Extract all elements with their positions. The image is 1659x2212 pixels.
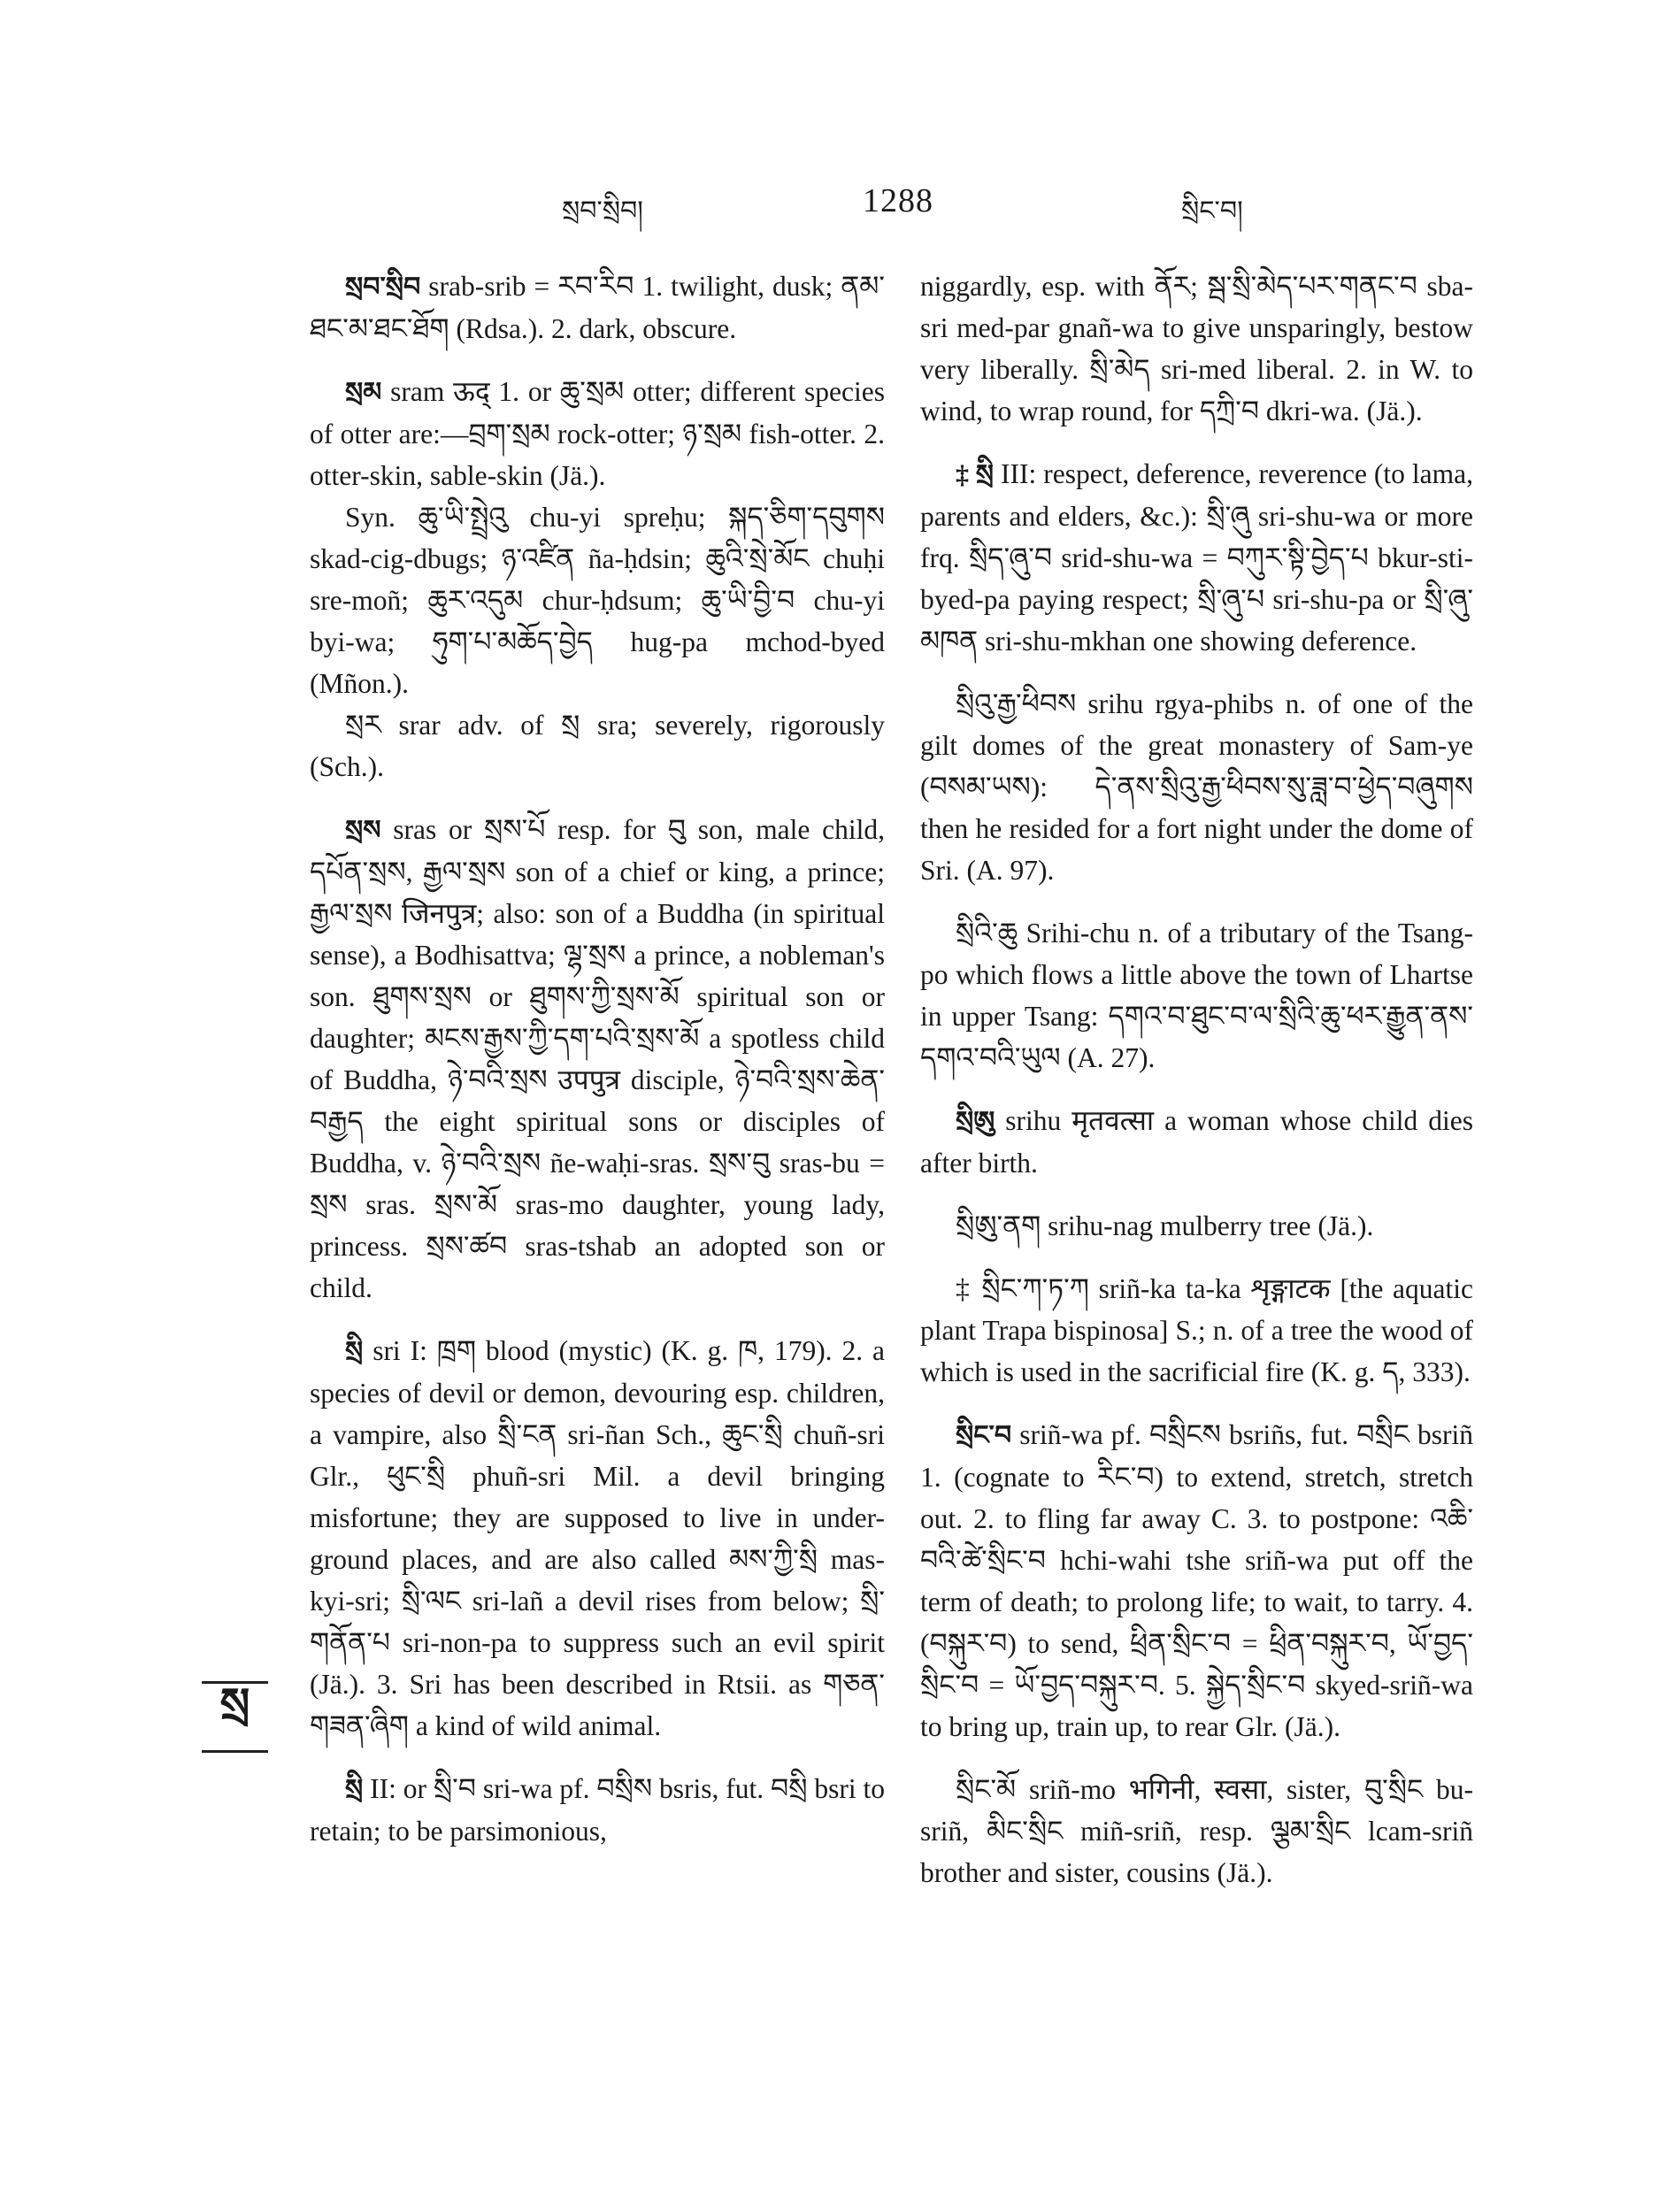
dictionary-entry [310, 371, 885, 787]
running-head-right: སྲིང་བ། [1181, 196, 1243, 226]
entry-text: sriñ-wa pf. བསྲིངས bsriñs, fut. བསྲིང bsriñ 1. (cognate to རིང་བ) to extend, stretch, stretch out. 2. to fling far away C. 3. to postpone: འཆི་བའི་ཚེ་སྲིང་བ hchi-wahi tshe sriñ-wa put off the term of death; to prolong life; to wait, to tarry. 4. (བསྐུར་བ) to send, ཕྲིན་སྲིང་བ = ཕྲིན་བསྐུར་བ, ཡོ་བྱད་སྲིང་བ = ཡོ་བྱད་བསྐུར་བ. 5. སྐྱེད་སྲིང་བ skyed-sriñ-wa to bring up, train up, to rear Glr. (Jä.). [920, 1419, 1474, 1742]
dictionary-entry [920, 265, 1473, 432]
entry-text: III: respect, deference, reverence (to lama, parents and elders, &c.): སྲི་ཞུ sri-shu-wa or more frq. སྲིད་ཞུ་བ srid-shu-wa = བཀུར་སྟི་བྱེད་པ bkur-sti-byed-pa paying respect; སྲི་ཞུ་པ sri-shu-pa or སྲི་ཞུ་མཁན sri-shu-mkhan one showing deference. [920, 458, 1473, 657]
entry-text: སྲིཨུ་ནག srihu-nag mulberry tree (Jä.). [956, 1210, 1374, 1241]
entry-headword: སྲི [345, 1775, 364, 1804]
page-number: 1288 [863, 182, 933, 219]
running-head-left: སྲབ་སྲིབ། [562, 196, 643, 226]
entry-text: II: or སྲི་བ sri-wa pf. བསྲིས bsris, fut. བསྲི bsri to retain; to be parsimonious, [310, 1773, 886, 1847]
dictionary-entry [310, 809, 885, 1309]
dictionary-entry [920, 683, 1473, 891]
right-column [920, 265, 1473, 1915]
entry-headword: ‡ སྲི [956, 460, 994, 489]
thumb-index-tab: སྲ [202, 1681, 268, 1753]
dictionary-entry [920, 1205, 1473, 1247]
dictionary-entry [310, 1768, 885, 1852]
dictionary-entry [920, 453, 1473, 662]
entry-text: sri I: ཁྲག blood (mystic) (K. g. ཁ, 179). 2. a species of devil or demon, devouring esp. children, a vampire, also སྲི་ངན sri-ñan Sch., ཆུང་སྲི chuñ-sri Glr., ཕུང་སྲི phuñ-sri Mil. a devil bringing misfortune; they are supposed to live in under-ground places, and are also called མས་ཀྱི་སྲི mas-kyi-sri; སྲི་ལང sri-lañ a devil rises from below; སྲི་གནོན་པ sri-non-pa to suppress such an evil spirit (Jä.). 3. Sri has been described in Rtsii. as གཅན་གཟན་ཞིག a kind of wild animal. [310, 1335, 886, 1741]
entry-text: srihu मृतवत्सा a woman whose child dies after birth. [920, 1105, 1474, 1179]
entry-headword: སྲི [345, 1337, 364, 1366]
left-column [310, 265, 885, 1873]
entry-headword: སྲིཨུ [956, 1107, 995, 1136]
dictionary-entry [310, 1330, 885, 1747]
entry-synonyms: Syn. ཆུ་ཡི་སྤྲེའུ chu-yi spreḥu; སྐད་ཅིག་དབུགས skad-cig-dbugs; ཉ་འཛིན ña-ḥdsin; ཆུའི་སྲེ་མོང chuḥi sre-moñ; ཆུར་འདུམ chur-ḥdsum; ཆུ་ཡི་བྱི་བ chu-yi byi-wa; ཧུག་པ་མཆོད་བྱེད hug-pa mchod-byed (Mñon.). [310, 502, 885, 699]
entry-text: sram ऊद् 1. or ཆུ་སྲམ otter; different species of otter are:—བྲག་སྲམ rock-otter; ཉ་སྲམ fish-otter. 2. otter-skin, sable-skin (Jä.). [310, 376, 886, 491]
entry-headword: སྲིང་བ [956, 1421, 1012, 1450]
dictionary-entry [920, 1100, 1473, 1184]
entry-subentry: སྲར srar adv. of སྲ sra; severely, rigorously (Sch.). [310, 710, 885, 782]
dictionary-entry [920, 912, 1473, 1079]
page-header [0, 181, 1659, 243]
entry-text: niggardly, esp. with ནོར; སྦ་སྲི་མེད་པར་གནང་བ sba-sri med-par gnañ-wa to give unsparingly, bestow very liberally. སྲི་མེད sri-med liberal. 2. in W. to wind, to wrap round, for དཀྲི་བ dkri-wa. (Jä.). [920, 271, 1473, 426]
entry-text: སྲིའུ་རྒྱ་ཕིབས srihu rgya-phibs n. of one of the gilt domes of the great monastery of Sam-ye (བསམ་ཡས): དེ་ནས་སྲིའུ་རྒྱ་ཕིབས་སུ་ཟླ་བ་ཕྱེད་བཞུགས then he resided for a fort night under the dome of Sri. (A. 97). [920, 688, 1473, 886]
entry-text: srab-srib = རབ་རིབ 1. twilight, dusk; ནམ་ཐང་མ་ཐང་ཐོག (Rdsa.). 2. dark, obscure. [310, 271, 885, 344]
dictionary-entry [920, 1769, 1473, 1893]
dictionary-entry [310, 265, 885, 349]
entry-headword: སྲས [345, 816, 381, 845]
entry-text: སྲིང་མོ sriñ-mo भगिनी, स्वसा, sister, བུ་སྲིང bu-sriñ, མིང་སྲིང miñ-sriñ, resp. ལྕམ་སྲིང lcam-sriñ brother and sister, cousins (Jä.). [920, 1774, 1473, 1888]
dictionary-entry [920, 1414, 1473, 1747]
entry-text: ‡ སྲིང་ཀ་ཏ་ཀ sriñ-ka ta-ka शृङ्गाटक [the aquatic plant Trapa bispinosa] S.; n. of a tree the wood of which is used in the sacrificial fire (K. g. ད, 333). [920, 1273, 1473, 1387]
dictionary-entry [920, 1268, 1473, 1393]
entry-text: sras or སྲས་པོ resp. for བུ son, male child, དཔོན་སྲས, རྒྱལ་སྲས son of a chief or king, a prince; རྒྱལ་སྲས जिनपुत्र; also: son of a Buddha (in spiritual sense), a Bodhisattva; ལྷ་སྲས a prince, a nobleman's son. ཐུགས་སྲས or ཐུགས་ཀྱི་སྲས་མོ spiritual son or daughter; མངས་རྒྱས་ཀྱི་དག་པའི་སྲས་མོ a spotless child of Buddha, ཉེ་བའི་སྲས उपपुत्र disciple, ཉེ་བའི་སྲས་ཆེན་བརྒྱད the eight spiritual sons or disciples of Buddha, v. ཉེ་བའི་སྲས ñe-waḥi-sras. སྲས་བུ sras-bu = སྲས sras. སྲས་མོ sras-mo daughter, young lady, princess. སྲས་ཚབ sras-tshab an adopted son or child. [310, 814, 886, 1303]
entry-headword: སྲམ [345, 378, 382, 407]
entry-headword: སྲབ་སྲིབ [345, 273, 421, 302]
entry-text: སྲིའི་ཆུ Srihi-chu n. of a tributary of the Tsang-po which flows a little above the town of Lhartse in upper Tsang: དགའ་བ་ཐུང་བ་ལ་སྲིའི་ཆུ་ཕར་རྒྱུན་ནས་དགའ་བའི་ཡུལ (A. 27). [920, 918, 1473, 1073]
